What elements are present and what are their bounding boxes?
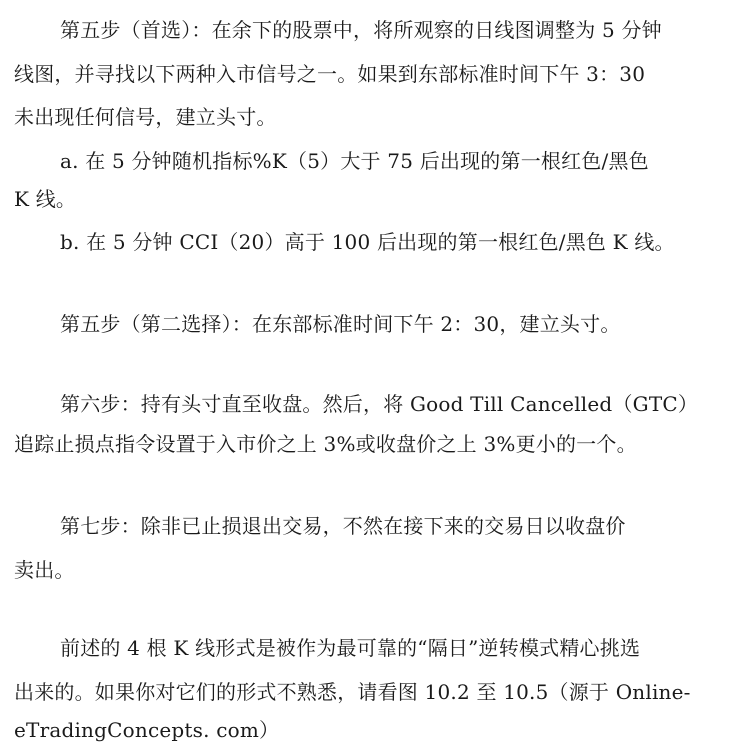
text-line: 卖出。	[14, 558, 75, 582]
text-line: 第五步（第二选择）：在东部标准时间下午 2：30，建立头寸。	[60, 312, 621, 336]
text-line: b. 在 5 分钟 CCI（20）高于 100 后出现的第一根红色/黑色 K 线。	[60, 230, 675, 254]
text-line: 第五步（首选）：在余下的股票中，将所观察的日线图调整为 5 分钟	[60, 18, 662, 42]
text-line: eTradingConcepts. com）	[14, 718, 280, 742]
text-line: 追踪止损点指令设置于入市价之上 3%或收盘价之上 3%更小的一个。	[14, 432, 637, 456]
text-line: a. 在 5 分钟随机指标%K（5）大于 75 后出现的第一根红色/黑色	[60, 149, 649, 173]
text-line: K 线。	[14, 187, 77, 211]
text-line: 第七步：除非已止损退出交易，不然在接下来的交易日以收盘价	[60, 514, 626, 538]
text-line: 出来的。如果你对它们的形式不熟悉，请看图 10.2 至 10.5（源于 Online-	[14, 680, 691, 704]
text-line: 未出现任何信号，建立头寸。	[14, 105, 277, 129]
text-line: 前述的 4 根 K 线形式是被作为最可靠的“隔日”逆转模式精心挑选	[60, 636, 641, 660]
text-line: 第六步：持有头寸直至收盘。然后，将 Good Till Cancelled（GTC）	[60, 392, 699, 416]
text-line: 线图，并寻找以下两种入市信号之一。如果到东部标准时间下午 3：30	[14, 62, 646, 86]
